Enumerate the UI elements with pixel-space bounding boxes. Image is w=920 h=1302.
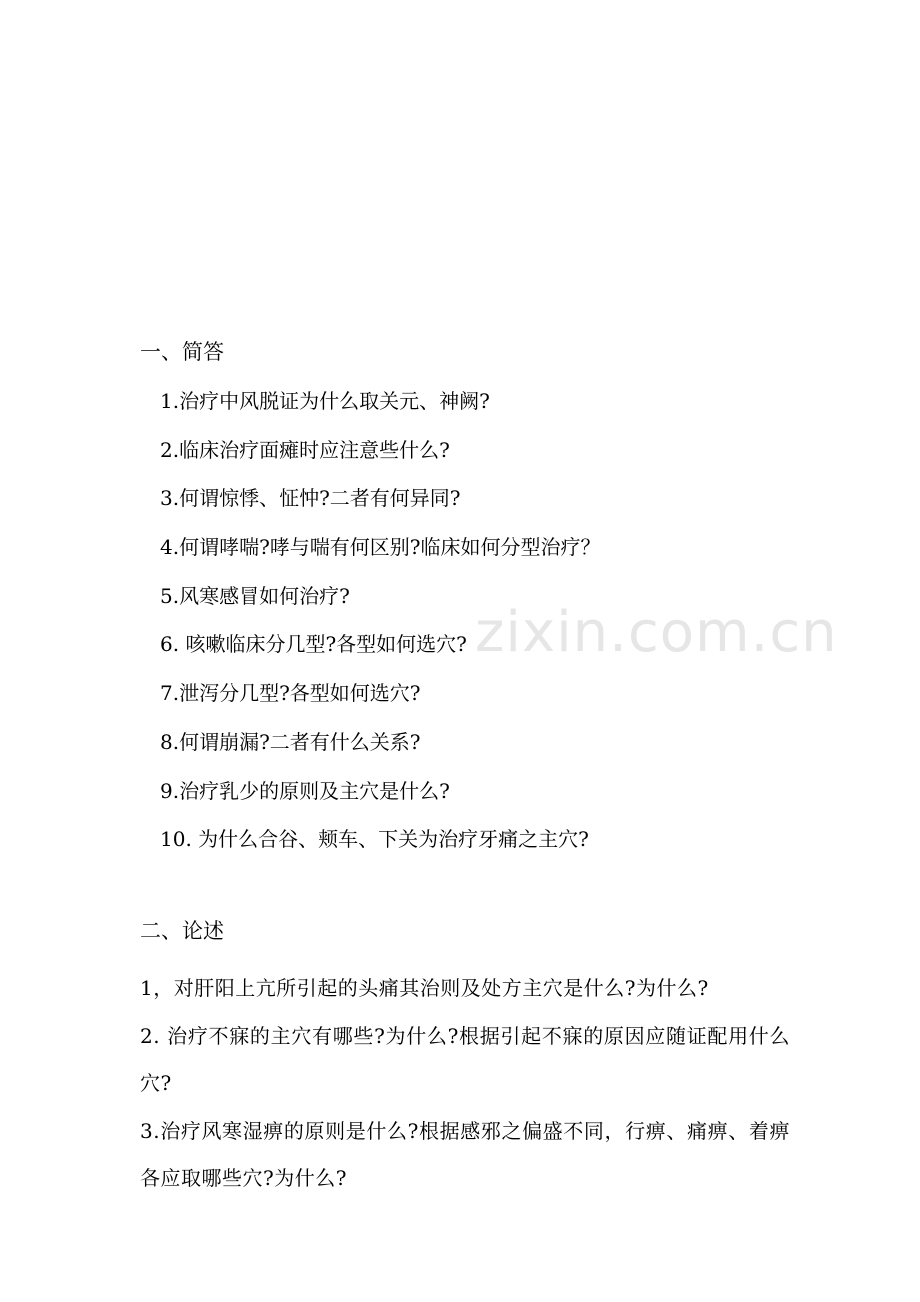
- section-heading-discussion: 二、论述: [140, 919, 224, 943]
- section-heading-short-answer: 一、简答: [140, 340, 224, 364]
- question-item: 4.何谓哮喘?哮与喘有何区别?临床如何分型治疗？: [160, 535, 601, 560]
- watermark: zixin.com.cn: [475, 600, 838, 665]
- short-answer-question-list: [160, 387, 601, 874]
- question-item: 2.临床治疗面瘫时应注意些什么?: [160, 437, 450, 462]
- discussion-item: 3.治疗风寒湿痹的原则是什么?根据感邪之偏盛不同，行痹、痛痹、着痹各应取哪些穴?为什么?: [140, 1118, 790, 1190]
- question-item: 1.治疗中风脱证为什么取关元、神阙?: [160, 389, 490, 413]
- question-item: 3.何谓惊悸、怔忡?二者有何异同?: [160, 486, 461, 511]
- question-item: 5.风寒感冒如何治疗?: [160, 583, 350, 608]
- question-item: 9.治疗乳少的原则及主穴是什么?: [160, 778, 450, 803]
- question-item: 8.何谓崩漏?二者有什么关系?: [160, 729, 421, 754]
- discussion-question-list: [140, 965, 790, 1203]
- question-item: 10. 为什么合谷、颊车、下关为治疗牙痛之主穴?: [160, 827, 589, 852]
- discussion-item: 2. 治疗不寐的主穴有哪些?为什么?根据引起不寐的原因应随证配用什么穴?: [140, 1023, 790, 1095]
- question-item: 6. 咳嗽临床分几型?各型如何选穴?: [160, 632, 467, 657]
- question-item: 7.泄泻分几型?各型如何选穴?: [160, 681, 421, 706]
- discussion-item: 1，对肝阳上亢所引起的头痛其治则及处方主穴是什么?为什么?: [140, 976, 709, 1000]
